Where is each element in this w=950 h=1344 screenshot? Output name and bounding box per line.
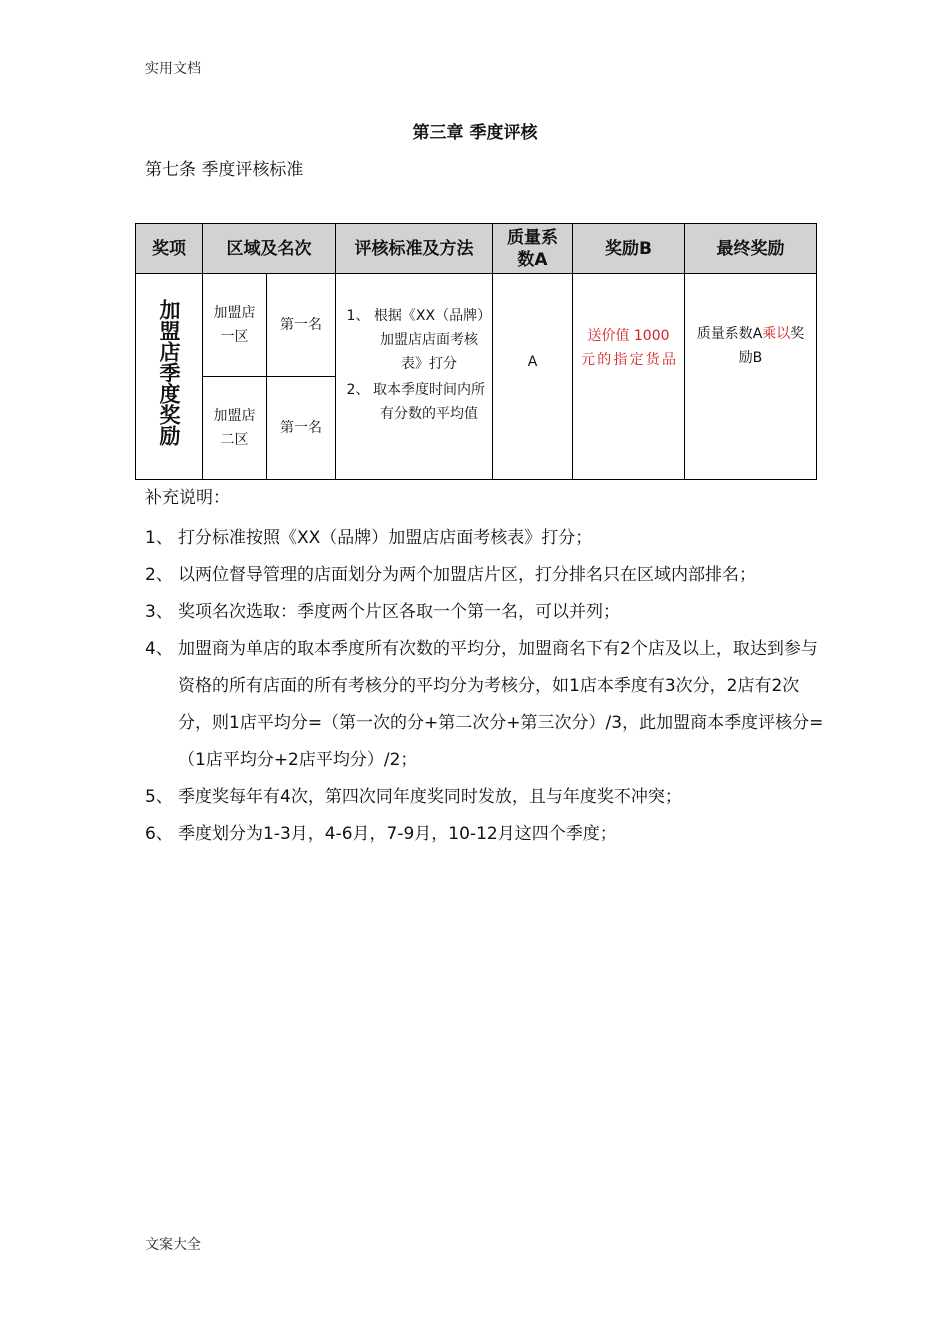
award-name-cell	[136, 274, 203, 480]
rank-cell: 第一名	[267, 377, 336, 480]
criteria-cell	[336, 274, 493, 480]
page-header: 实用文档	[145, 61, 201, 77]
award-name: 加盟店季度奖励	[157, 299, 181, 446]
notes-title: 补充说明：	[145, 488, 230, 508]
header-zone-rank: 区域及名次	[203, 224, 336, 274]
bonus-cell: 送价值 1000 元的指定货品	[573, 274, 685, 480]
chapter-title: 第三章 季度评核	[412, 123, 538, 143]
page-footer: 文案大全	[145, 1237, 201, 1253]
notes-section	[145, 483, 825, 853]
list-item: 5、 季度奖每年有4次，第四次同年度奖同时发放，且与年度奖不冲突；	[145, 787, 682, 807]
zone-cell: 加盟店二区	[203, 377, 267, 480]
coefficient-cell: A	[493, 274, 573, 480]
zone-cell: 加盟店一区	[203, 274, 267, 377]
list-item: 4、 加盟商为单店的取本季度所有次数的平均分，加盟商名下有2个店及以上，取达到参与资格的所有店面的所有考核分的平均分为考核分，如1店本季度有3次分，2店有2次分，则1店平均分=（第一次的分+第二次分+第三次分）/3，此加盟商本季度评核分=（1店平均分+2店平均分）/2；	[145, 639, 824, 770]
list-item: 6、 季度划分为1-3月，4-6月，7-9月，10-12月这四个季度；	[145, 824, 617, 844]
header-coefficient: 质量系数A	[493, 224, 573, 274]
table-header-row	[136, 224, 817, 274]
header-final: 最终奖励	[685, 224, 817, 274]
table-row	[136, 274, 817, 377]
final-reward-cell: 质量系数A乘以奖励B	[685, 274, 817, 480]
list-item: 3、 奖项名次选取：季度两个片区各取一个第一名，可以并列；	[145, 602, 620, 622]
criteria-item: 2、 取本季度时间内所有分数的平均值	[346, 382, 485, 422]
rank-cell: 第一名	[267, 274, 336, 377]
list-item: 1、 打分标准按照《XX（品牌）加盟店店面考核表》打分；	[145, 528, 593, 548]
header-award: 奖项	[136, 224, 203, 274]
article-title: 第七条 季度评核标准	[145, 160, 304, 180]
evaluation-table	[135, 223, 817, 480]
list-item: 2、 以两位督导管理的店面划分为两个加盟店片区，打分排名只在区域内部排名；	[145, 565, 756, 585]
header-bonus: 奖励B	[573, 224, 685, 274]
header-criteria: 评核标准及方法	[336, 224, 493, 274]
criteria-item: 1、 根据《XX（品牌）加盟店店面考核表》打分	[346, 308, 485, 372]
